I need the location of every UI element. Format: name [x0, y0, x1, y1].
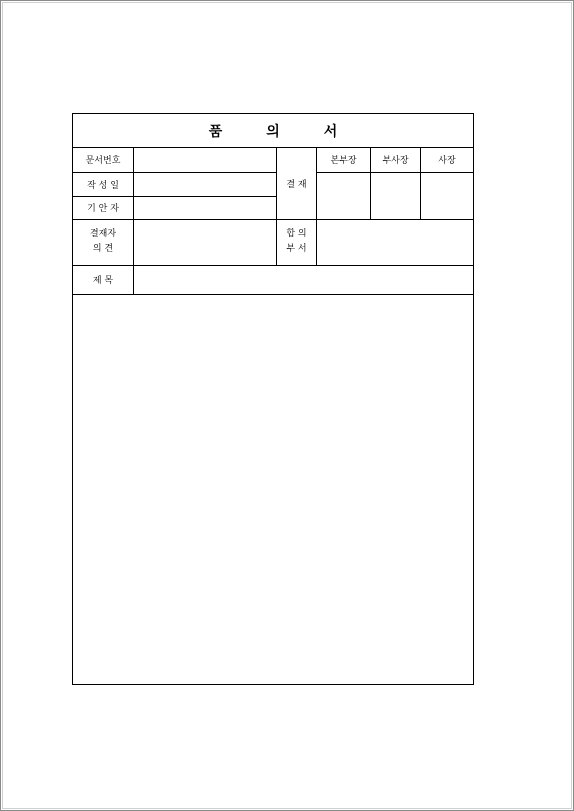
- drafter-label: 기 안 자: [87, 204, 119, 214]
- approver-opinion-label-line1: 결재자: [89, 229, 117, 239]
- approval-role-president: 사장: [438, 156, 456, 166]
- form-title: [73, 114, 473, 147]
- subject-field[interactable]: [134, 265, 473, 294]
- title-char-1: 품: [208, 123, 223, 140]
- doc-number-label: 문서번호: [85, 156, 121, 166]
- approver-opinion-label: [73, 219, 133, 265]
- created-date-label: 작 성 일: [87, 180, 119, 191]
- title-char-2: 의: [266, 123, 280, 140]
- body-content-area[interactable]: [73, 295, 473, 684]
- approval-label: 결 재: [286, 179, 307, 190]
- subject-label: 제 목: [92, 276, 114, 286]
- agreement-dept-label: [277, 219, 316, 265]
- created-date-field[interactable]: [134, 172, 276, 196]
- approval-role-vice-president: 부사장: [382, 156, 409, 166]
- title-char-3: 서: [323, 123, 338, 140]
- agreement-dept-field[interactable]: [317, 219, 473, 265]
- proposal-form: [72, 113, 474, 685]
- doc-number-field[interactable]: [134, 147, 276, 172]
- approver-opinion-label-line2: 의 견: [92, 244, 114, 254]
- approver-opinion-field[interactable]: [134, 219, 276, 265]
- approval-role-head-of-division: 본부장: [330, 156, 357, 166]
- signature-box-president[interactable]: [421, 173, 473, 219]
- drafter-field[interactable]: [134, 196, 276, 219]
- signature-box-vice-president[interactable]: [371, 173, 420, 219]
- signature-box-head-of-division[interactable]: [317, 173, 370, 219]
- agreement-dept-label-line1: 합 의: [286, 229, 307, 239]
- agreement-dept-label-line2: 부 서: [286, 244, 307, 254]
